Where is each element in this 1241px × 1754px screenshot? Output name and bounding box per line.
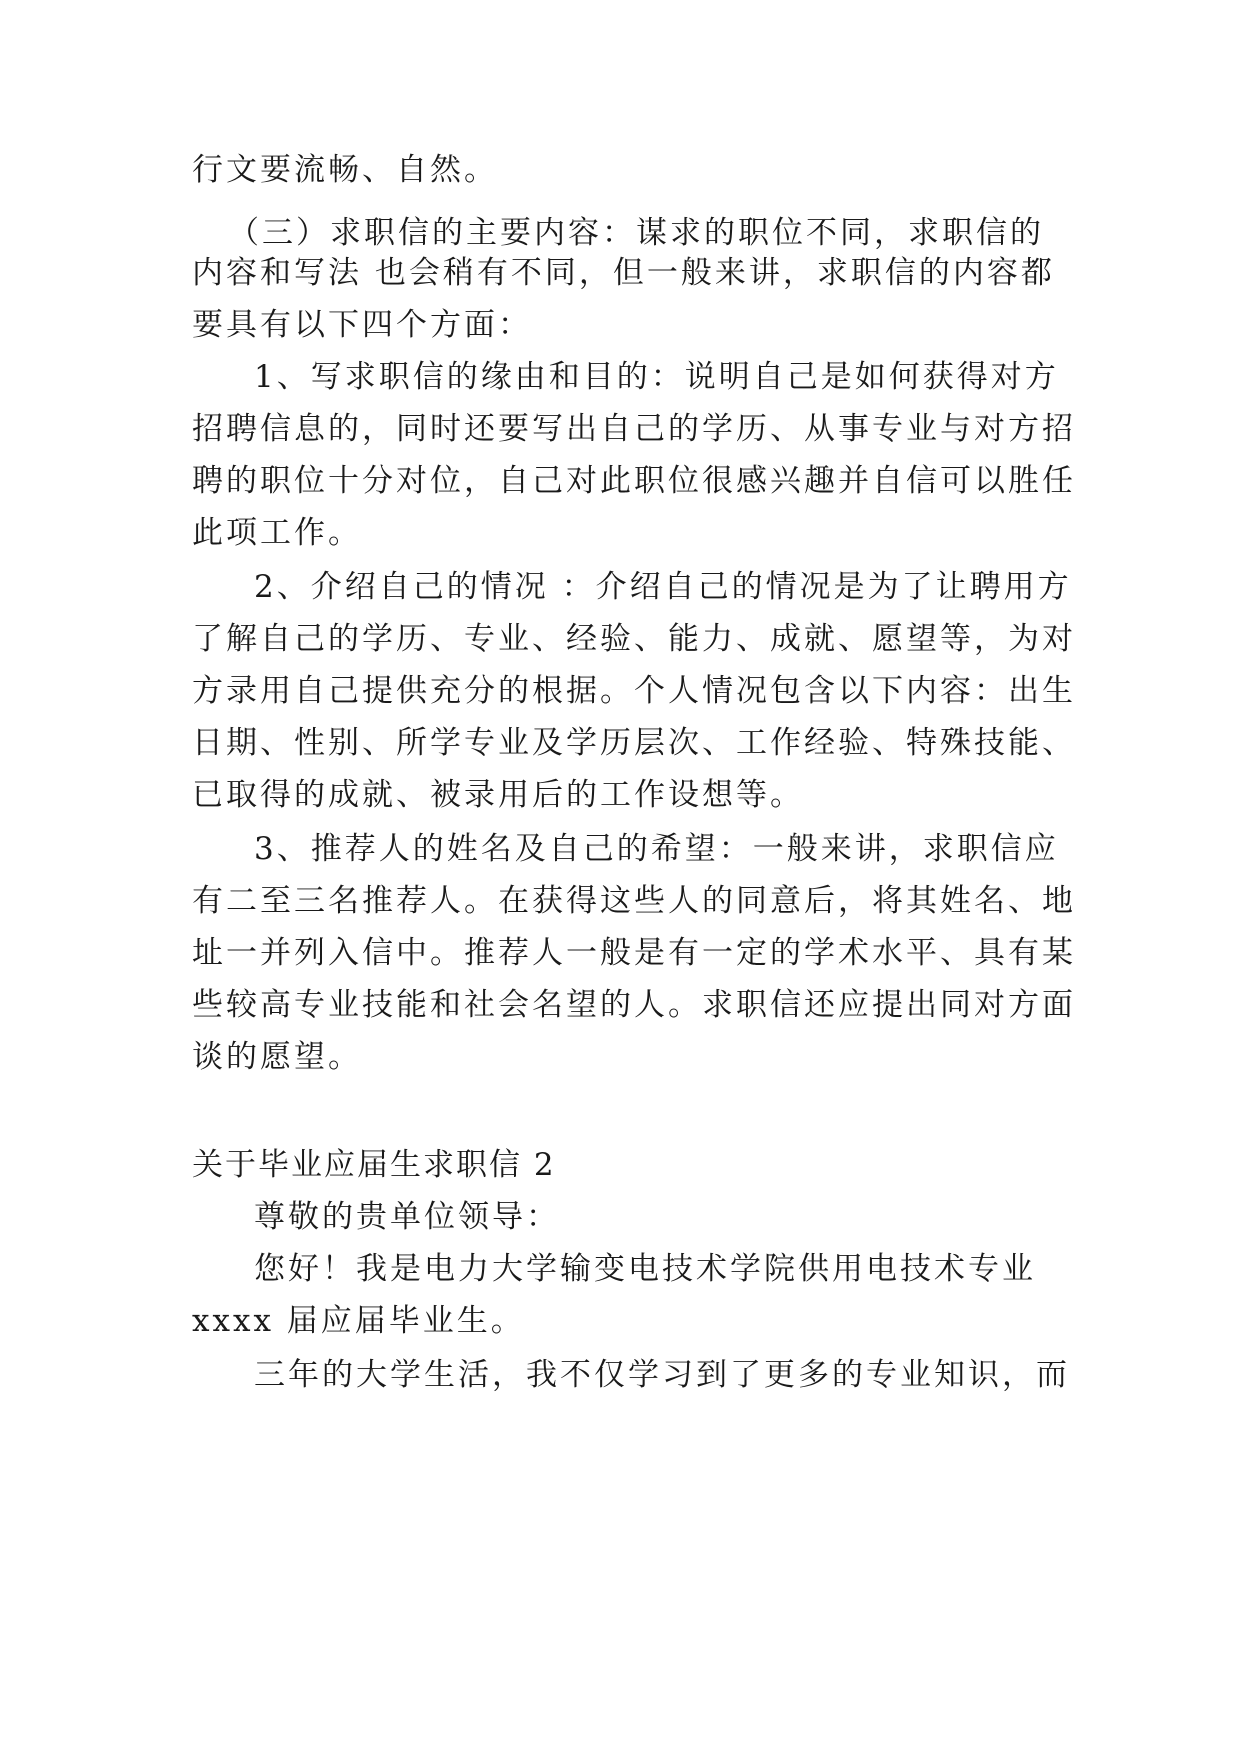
- list-item-1: 1、写求职信的缘由和目的：说明自己是如何获得对方: [254, 359, 1059, 395]
- text-line: 已取得的成就、被录用后的工作设想等。: [192, 777, 804, 813]
- salutation: 尊敬的贵单位领导：: [254, 1199, 560, 1235]
- text-line: 有二至三名推荐人。在获得这些人的同意后，将其姓名、地: [192, 883, 1076, 919]
- text-line: 三年的大学生活，我不仅学习到了更多的专业知识，而: [254, 1357, 1070, 1393]
- text-line: 方录用自己提供充分的根据。个人情况包含以下内容：出生: [192, 673, 1076, 709]
- text-line: 谈的愿望。: [192, 1039, 362, 1075]
- text-line: 些较高专业技能和社会名望的人。求职信还应提出同对方面: [192, 987, 1076, 1023]
- text-line: 招聘信息的，同时还要写出自己的学历、从事专业与对方招: [192, 411, 1076, 447]
- list-item-3: 3、推荐人的姓名及自己的希望：一般来讲，求职信应: [254, 831, 1059, 867]
- list-item-2: 2、介绍自己的情况 ：介绍自己的情况是为了让聘用方: [254, 569, 1072, 605]
- text-line: 内容和写法 也会稍有不同，但一般来讲，求职信的内容都: [192, 255, 1055, 291]
- letter-title: 关于毕业应届生求职信 2: [192, 1147, 556, 1183]
- text-line: 聘的职位十分对位，自己对此职位很感兴趣并自信可以胜任: [192, 463, 1076, 499]
- text-line: 址一并列入信中。推荐人一般是有一定的学术水平、具有某: [192, 935, 1076, 971]
- text-line: 您好！我是电力大学输变电技术学院供用电技术专业: [254, 1251, 1036, 1287]
- text-line: 此项工作。: [192, 515, 362, 551]
- section-heading: （三）求职信的主要内容：谋求的职位不同，求职信的: [228, 215, 1044, 251]
- text-line: 了解自己的学历、专业、经验、能力、成就、愿望等，为对: [192, 621, 1076, 657]
- text-line: 日期、性别、所学专业及学历层次、工作经验、特殊技能、: [192, 725, 1076, 761]
- text-line: xxxx 届应届毕业生。: [192, 1303, 525, 1339]
- text-line: 要具有以下四个方面：: [192, 307, 532, 343]
- text-line: 行文要流畅、自然。: [192, 152, 498, 188]
